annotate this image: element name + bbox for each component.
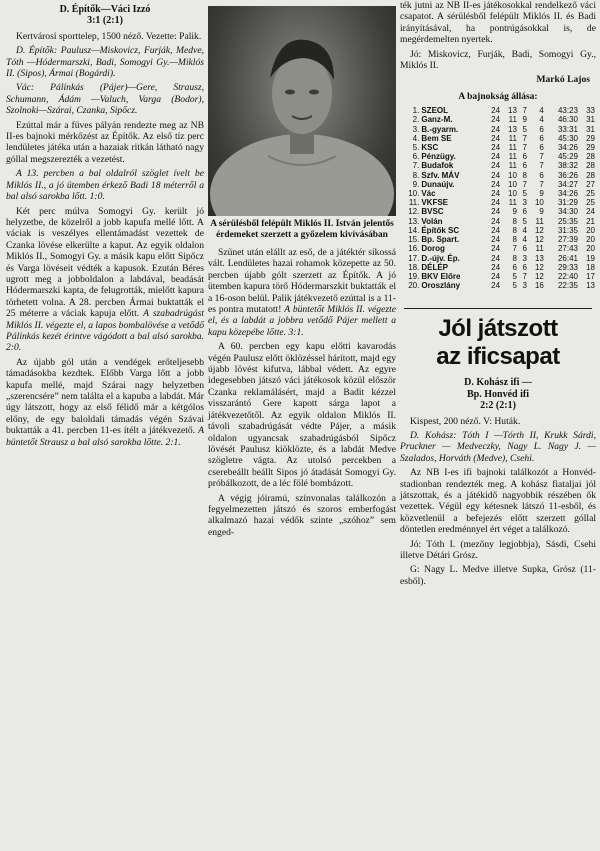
standings-cell-m: 24 [491,133,501,143]
standings-cell-l: 4 [539,106,544,116]
standings-cell-m: 24 [491,161,501,171]
standings-row [400,198,596,207]
standings-cell-p: 33 [586,106,595,116]
good-players: Jó: Miskovicz, Furják, Badi, Somogyi Gy., Miklós II. [400,48,596,72]
standings-cell-team: Ganz-M. [421,115,453,125]
youth-venue: Kispest, 200 néző. V: Huták. [410,415,521,427]
standings-cell-g: 22:40 [557,271,579,281]
standings-cell-d: 3 [522,253,527,263]
standings-cell-team: KSC [421,143,439,153]
standings-cell-pos: 19. [408,271,420,281]
standings-cell-g: 34:26 [557,189,579,199]
standings-cell-g: 34:26 [557,143,579,153]
standings-row [400,152,596,161]
standings-cell-l: 11 [535,216,544,226]
standings-cell-l: 6 [539,124,544,134]
standings-cell-l: 12 [534,262,544,272]
standings-cell-pos: 1. [412,106,420,116]
article-author: Markó Lajos [536,74,590,86]
player-portrait-image [208,6,396,216]
standings-cell-pos: 13. [408,216,420,226]
standings-cell-pos: 12. [408,207,420,217]
left-column [6,0,204,451]
standings-cell-d: 6 [522,262,527,272]
player-photo [208,6,396,216]
article-paragraph: A végig jóiramú, színvonalas találkozón a fegyelmezetten játszó és szoros emberfogást alkalmazó hazai védők szinte „szóhoz” sem enged- [208,492,396,538]
standings-cell-w: 11 [508,198,517,208]
standings-cell-m: 24 [491,207,501,217]
article-paragraph: Az újabb gól után a vendégek erőteljesebb támadásokba kezdtek. Előbb Varga lőtt a jobb kapufa mellé, majd Szárai nagy helyzetben „szerencsére” nem találta el a kapuba a labdát. Már úgy látszott, hogy az első félidő már a kétgólos előny, de egy baloldali támadás végén Szávai buktatták a 41. percben 11-es ítélt a játékvezető. A büntetőt Strausz a bal alsó sarokba lőtte. 2:1. [6,356,204,448]
standings-cell-w: 6 [512,262,517,272]
standings-cell-p: 18 [586,262,595,272]
youth-match-header: D. Kohász ifi — [464,377,532,389]
standings-row [400,281,596,290]
middle-column [208,0,396,541]
standings-cell-m: 24 [491,189,501,199]
standings-table [400,106,596,290]
standings-cell-l: 12 [534,235,544,245]
lineup-away: Vác: Pálinkás (Pájer)—Gere, Strausz, Schumann, Ádám —Valuch, Varga (Bodor), Szolnoki—Szárai, Czanka, Sipőcz. [6,82,204,117]
standings-cell-d: 5 [522,189,527,199]
standings-cell-pos: 6. [412,152,420,162]
standings-cell-d: 7 [522,179,527,189]
standings-cell-l: 9 [539,189,544,199]
standings-cell-g: 34:27 [557,179,579,189]
standings-cell-l: 4 [539,115,544,125]
standings-cell-d: 5 [522,216,527,226]
standings-cell-w: 11 [508,152,517,162]
standings-cell-team: B.-gyarm. [421,124,459,134]
standings-row [400,106,596,115]
article-paragraph: A 60. percben egy kapu előtti kavarodás végén Paulusz előtt öklözéssel hárított, majd egy újabb lövést kifutva, lábbal védett. Az egyre idegesebben játszó váci játékosok közül először Czanka reklamálásért, majd a Badit kézzel visszarántó Gere kapott sárga lapot a játékvezetőtől. Az egyik oldalon Miklós II. távoli szabadrúgását védte Pájer, a másik oldalon ugyancsak szabadrúgásból Sipőcz lövését Paulusz kiöklözte, és a labdát Medve szögletre vágta. Az utolsó percekben a cserebeállt beállt Sipos jó átadását Somogyi Gy. próbálkozott, de a léc fölé bombázott. [208,341,396,490]
standings-row [400,125,596,134]
standings-cell-p: 28 [586,161,595,171]
standings-cell-m: 24 [491,216,501,226]
article-paragraph: ték jutni az NB II-es játékosokkal rendelkező váci csapatot. A sérülésből felépült Miklós II. és Badi irányításával, ha pontrúgásokkal is, de megérdemelten nyertek. [400,0,596,46]
standings-cell-pos: 10. [408,189,420,199]
standings-cell-d: 7 [522,106,527,116]
standings-cell-w: 13 [508,106,517,116]
standings-cell-p: 31 [586,115,595,125]
standings-cell-team: Bem SE [421,133,452,143]
article-paragraph: Ezúttal már a füves pályán rendezte meg az NB II-es bajnoki mérkőzést az Építők. Az első tíz perc lendületes játéka után a hazaiak ritkán látható nagy góllal megszerezték a vezetést. [6,119,204,165]
standings-cell-d: 8 [522,170,527,180]
standings-cell-w: 7 [512,244,517,254]
standings-cell-pos: 5. [412,143,420,153]
standings-cell-g: 27:43 [557,244,579,254]
standings-cell-p: 28 [586,152,595,162]
standings-cell-w: 11 [508,115,517,125]
standings-cell-pos: 15. [408,235,420,245]
standings-cell-team: Volán [421,216,443,226]
standings-cell-d: 7 [522,143,527,153]
standings-cell-team: Vác [421,189,436,199]
standings-cell-pos: 20. [408,281,420,291]
standings-cell-m: 24 [491,170,501,180]
standings-cell-d: 7 [522,133,527,143]
standings-cell-w: 10 [508,189,517,199]
standings-row [400,143,596,152]
standings-cell-m: 24 [491,281,501,291]
standings-cell-pos: 11. [408,198,420,208]
standings-cell-w: 10 [508,170,517,180]
standings-row [400,263,596,272]
article-paragraph: Két perc múlva Somogyi Gy. került jó helyzetbe, de közelről a jobb kapufa mellé lőtt. A váciak is veszélyes ellentámadást vezettek de Czanka lövése elkerülte a kaput. Az egyik oldalon Miklós II., Somogyi Gy. a másik kapu előtt Sipőcz és Varga lövéseit védték a kapusok. Ezután Béres ugrott meg a jobboldalon a labdával, beadását Hódermarszki kapta, de felugrották, mielőtt kapura törhetett volna. A 28. percben Ármai buktatták el 25 méterre a váciak kapuja előtt. A szabadrúgást Miklós II. végezte el, a lapos bombalövése a vetődő Pálinkás kezét érintve vágódott a bal alsó sarokba. 2:0. [6,205,204,354]
standings-cell-p: 27 [586,179,595,189]
standings-row [400,207,596,216]
standings-cell-team: Szfv. MÁV [421,170,460,180]
standings-row [400,254,596,263]
standings-cell-p: 20 [586,235,595,245]
standings-cell-p: 31 [586,124,595,134]
match-venue: Kertvárosi sporttelep, 1500 néző. Vezette: Palik. [16,30,202,42]
standings-cell-w: 13 [508,124,517,134]
standings-cell-team: BVSC [421,207,444,217]
standings-cell-p: 19 [586,253,595,263]
standings-cell-pos: 18. [408,262,420,272]
standings-cell-m: 24 [491,124,501,134]
standings-cell-w: 8 [512,253,517,263]
standings-cell-l: 7 [539,161,544,171]
standings-cell-d: 6 [522,244,527,254]
standings-cell-p: 17 [586,271,595,281]
standings-cell-m: 24 [491,244,501,254]
standings-cell-p: 29 [586,143,595,153]
youth-good-players: Jó: Tóth I. (mezőny legjobbja), Sásdi, Csehi illetve Détári Grósz. [400,538,596,561]
standings-cell-pos: 8. [412,170,420,180]
standings-cell-g: 31:35 [557,225,579,235]
standings-cell-pos: 4. [412,133,420,143]
standings-cell-p: 28 [586,170,595,180]
standings-cell-team: Dorog [421,244,445,254]
standings-row [400,235,596,244]
standings-cell-m: 24 [491,179,501,189]
standings-cell-d: 6 [522,152,527,162]
standings-cell-team: Oroszlány [421,281,461,291]
standings-cell-d: 5 [522,124,527,134]
standings-cell-g: 33:31 [557,124,579,134]
standings-cell-w: 8 [512,216,517,226]
standings-cell-g: 45:30 [557,133,579,143]
photo-caption: A sérülésből felépült Miklós II. István jelentős érdemeket szerzett a győzelem kivívásában [210,219,394,240]
standings-cell-l: 6 [539,133,544,143]
standings-cell-g: 25:35 [557,216,579,226]
standings-row [400,244,596,253]
standings-cell-p: 21 [586,216,595,226]
standings-cell-l: 13 [534,253,544,263]
standings-cell-w: 5 [512,281,517,291]
standings-cell-p: 13 [586,281,595,291]
youth-lineup: D. Kohász: Tóth I —Tórth II, Krukk Sárdi, Pruckner — Medveczky, Nagy L. Nagy J. — Szalados, Horváth (Medve), Csehi. [400,429,596,464]
standings-cell-m: 24 [491,225,501,235]
standings-cell-pos: 14. [408,225,420,235]
standings-cell-w: 9 [512,207,517,217]
standings-cell-team: Budafok [421,161,454,171]
standings-row [400,272,596,281]
standings-cell-l: 6 [539,143,544,153]
standings-cell-m: 24 [491,152,501,162]
standings-cell-w: 10 [508,179,517,189]
standings-row [400,134,596,143]
standings-cell-w: 5 [512,271,517,281]
article-paragraph: A 13. percben a bal oldalról szöglet ívelt be Miklós II., a jó ütemben érkező Badi 18 méterről a bal alsó sarokba lőtt. 1:0. [6,168,204,203]
standings-cell-g: 43:23 [557,106,579,116]
standings-cell-p: 20 [586,244,595,254]
standings-cell-pos: 7. [412,161,420,171]
standings-cell-pos: 3. [412,124,420,134]
standings-cell-p: 29 [586,133,595,143]
standings-cell-team: Dunaújv. [421,179,455,189]
standings-cell-team: Bp. Spart. [421,235,460,245]
standings-cell-d: 9 [522,115,527,125]
lineup-home: D. Építők: Paulusz—Miskovicz, Furják, Medve, Tóth —Hódermarszki, Badi, Somogyi Gy.—Miklós II. (Sipos), Ármai (Bogárdi). [6,45,204,80]
right-column [400,0,596,590]
standings-cell-g: 26:41 [557,253,579,263]
standings-cell-l: 12 [534,225,544,235]
standings-row [400,171,596,180]
standings-cell-m: 24 [491,198,501,208]
standings-cell-l: 7 [539,179,544,189]
standings-cell-d: 3 [522,281,527,291]
standings-row [400,226,596,235]
match-header: D. Építők—Váci Izzó [59,4,151,15]
youth-headline-line-2: az ificsapat [436,343,560,371]
standings-cell-d: 3 [522,198,527,208]
standings-row [400,115,596,124]
standings-cell-pos: 17. [408,253,420,263]
standings-cell-team: Pénzügy. [421,152,456,162]
youth-goals: G: Nagy L. Medve illetve Supka, Grósz (11-esből). [400,564,596,587]
standings-cell-p: 25 [586,198,595,208]
standings-cell-g: 31:29 [557,198,579,208]
standings-cell-w: 11 [508,133,517,143]
standings-cell-g: 36:26 [557,170,579,180]
standings-cell-g: 27:39 [557,235,579,245]
standings-cell-d: 4 [522,225,527,235]
standings-cell-g: 46:30 [557,115,579,125]
standings-cell-l: 11 [535,244,544,254]
standings-cell-m: 24 [491,106,501,116]
youth-headline-line-1: Jól játszott [438,315,558,343]
standings-cell-team: SZEOL [421,106,449,116]
standings-cell-l: 7 [539,152,544,162]
standings-cell-w: 8 [512,235,517,245]
standings-cell-d: 6 [522,161,527,171]
standings-cell-team: D.-újv. Ép. [421,253,460,263]
standings-cell-team: VKFSE [421,198,449,208]
standings-cell-g: 34:30 [557,207,579,217]
standings-cell-g: 29:33 [557,262,579,272]
standings-cell-p: 20 [586,225,595,235]
standings-cell-pos: 2. [412,115,420,125]
standings-cell-m: 24 [491,115,501,125]
standings-title: A bajnokság állása: [458,91,538,102]
standings-cell-l: 6 [539,170,544,180]
standings-cell-g: 45:29 [557,152,579,162]
standings-cell-g: 22:35 [557,281,579,291]
youth-score: 2:2 (2:1) [480,400,516,412]
standings-cell-pos: 9. [412,179,420,189]
standings-cell-l: 10 [534,198,544,208]
article-paragraph: Az NB I-es ifi bajnoki találkozót a Honvéd-stadionban rendezték meg. A kohász fiataljai jól játszottak, és a játékidő nagyobbik részében ők vezettek. Végül egy kétesnek látszó 11-esből, és közvetlenül a befejezés előtt szerzett góllal döntetlen eredménnyel ért véget a találkozó. [400,467,596,536]
standings-cell-team: DÉLÉP [421,262,449,272]
standings-cell-m: 24 [491,143,501,153]
standings-cell-m: 24 [491,271,501,281]
standings-cell-w: 8 [512,225,517,235]
standings-cell-w: 11 [508,161,517,171]
standings-cell-w: 11 [508,143,517,153]
standings-cell-m: 24 [491,235,501,245]
youth-headline [400,315,596,371]
standings-row [400,180,596,189]
standings-cell-p: 25 [586,189,595,199]
standings-row [400,161,596,170]
section-divider [404,308,592,309]
standings-cell-l: 16 [534,281,544,291]
standings-cell-d: 6 [522,207,527,217]
standings-cell-l: 12 [534,271,544,281]
standings-cell-l: 9 [539,207,544,217]
youth-match-header-2: Bp. Honvéd ifi [467,388,529,400]
standings-cell-team: BKV Előre [421,271,461,281]
standings-cell-m: 24 [491,262,501,272]
standings-cell-d: 4 [522,235,527,245]
standings-cell-d: 7 [522,271,527,281]
standings-row [400,217,596,226]
standings-cell-team: Építők SC [421,225,460,235]
standings-cell-g: 38:32 [557,161,579,171]
standings-cell-pos: 16. [408,244,420,254]
standings-cell-p: 24 [586,207,595,217]
match-score: 3:1 (2:1) [87,15,123,27]
article-paragraph: Szünet után elállt az eső, de a játéktér síkossá vált. Lendületes hazai rohamok közepette az 50. percben újabb gólt szerzett az Építők. A jó ütemben kapura törő Hódermarszkit buktatták el a 16-oson belül. Palik játékvezető ezúttal is a 11-es pontra mutatott! A büntetőt Miklós II. végezte el, és a labdát a jobbra vetődő Pájer mellett a kapu közepébe lőtte. 3:1. [208,247,396,338]
standings-row [400,189,596,198]
standings-cell-m: 24 [491,253,501,263]
